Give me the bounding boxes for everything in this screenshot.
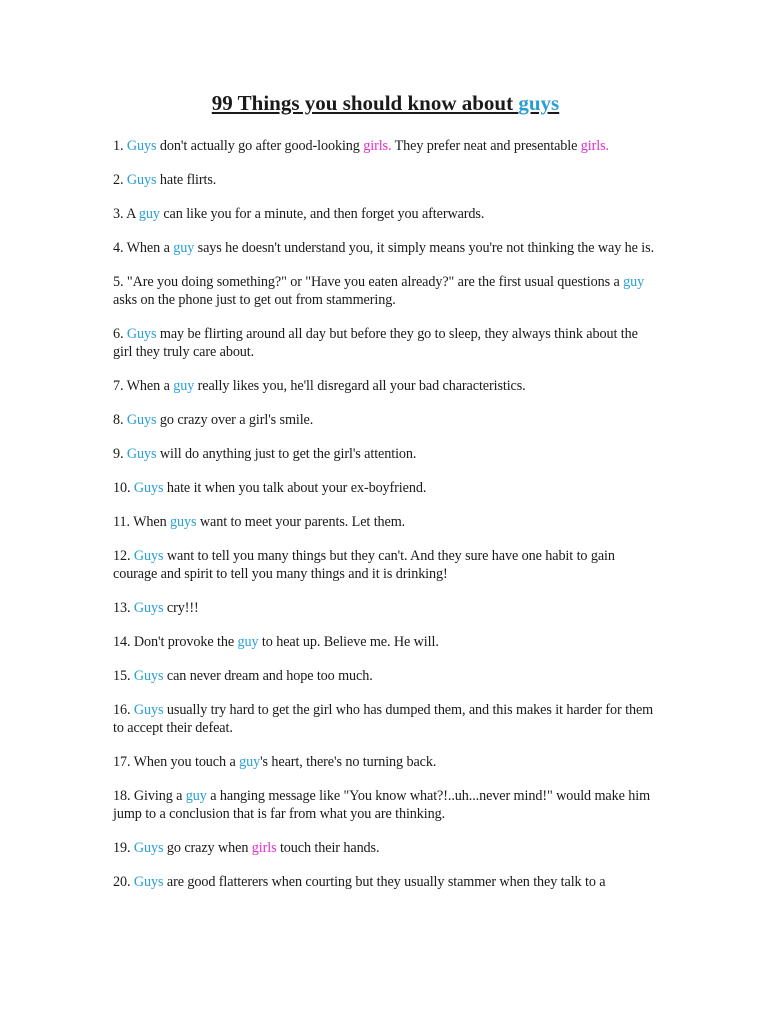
- item-text: "Are you doing something?" or "Have you eaten already?" are the first usual questions a: [126, 274, 624, 290]
- item-text: want to meet your parents. Let them.: [196, 514, 406, 530]
- document-page: [113, 88, 658, 907]
- guy-keyword: guy: [173, 378, 195, 394]
- item-text: Giving a: [133, 788, 186, 804]
- list-item: [113, 599, 658, 617]
- item-text: to heat up. Believe me. He will.: [258, 634, 439, 650]
- item-text: When you touch a: [133, 754, 240, 770]
- guy-keyword: Guys: [133, 874, 164, 890]
- item-number: 16.: [113, 702, 134, 718]
- guy-keyword: Guys: [133, 702, 164, 718]
- list-item: [113, 667, 658, 685]
- guy-keyword: guy: [623, 274, 645, 290]
- item-number: 10.: [113, 480, 134, 496]
- title-highlight: guys: [518, 91, 560, 115]
- item-text: can never dream and hope too much.: [163, 668, 373, 684]
- item-number: 8.: [113, 412, 127, 428]
- item-text: go crazy over a girl's smile.: [156, 412, 314, 428]
- guy-keyword: guys: [170, 514, 197, 530]
- item-text: says he doesn't understand you, it simply means you're not thinking the way he is.: [194, 240, 655, 256]
- guy-keyword: Guys: [133, 480, 164, 496]
- item-number: 12.: [113, 548, 134, 564]
- list-item: [113, 273, 658, 309]
- item-number: 5.: [113, 274, 127, 290]
- guy-keyword: Guys: [133, 840, 164, 856]
- item-text: When: [133, 514, 171, 530]
- item-number: 7.: [113, 378, 127, 394]
- list-item: [113, 411, 658, 429]
- item-number: 13.: [113, 600, 134, 616]
- guy-keyword: Guys: [133, 600, 164, 616]
- guy-keyword: Guys: [133, 548, 164, 564]
- item-text: A: [126, 206, 139, 222]
- item-number: 18.: [113, 788, 134, 804]
- item-text: go crazy when: [163, 840, 252, 856]
- item-number: 1.: [113, 138, 127, 154]
- guy-keyword: Guys: [126, 446, 157, 462]
- item-text: asks on the phone just to get out from stammering.: [113, 292, 396, 308]
- list-item: [113, 325, 658, 361]
- item-text: 's heart, there's no turning back.: [260, 754, 437, 770]
- list-item: [113, 547, 658, 583]
- item-text: can like you for a minute, and then forget you afterwards.: [159, 206, 485, 222]
- list-item: [113, 171, 658, 189]
- guy-keyword: Guys: [133, 668, 164, 684]
- item-text: Don't provoke the: [133, 634, 238, 650]
- list-item: [113, 137, 658, 155]
- item-text: don't actually go after good-looking: [156, 138, 364, 154]
- item-text: When a: [126, 378, 174, 394]
- item-number: 9.: [113, 446, 127, 462]
- list-item: [113, 873, 658, 891]
- item-text: They prefer neat and presentable: [391, 138, 581, 154]
- guy-keyword: Guys: [126, 172, 157, 188]
- item-number: 17.: [113, 754, 134, 770]
- list-item: [113, 205, 658, 223]
- guy-keyword: Guys: [126, 326, 157, 342]
- girl-keyword: girls: [251, 840, 277, 856]
- item-text: cry!!!: [163, 600, 199, 616]
- item-number: 15.: [113, 668, 134, 684]
- item-text: hate it when you talk about your ex-boyfriend.: [163, 480, 427, 496]
- list-item: [113, 787, 658, 823]
- guy-keyword: Guys: [126, 138, 157, 154]
- item-text: may be flirting around all day but before they go to sleep, they always think about the girl they truly care about.: [113, 326, 638, 360]
- item-text: really likes you, he'll disregard all your bad characteristics.: [194, 378, 526, 394]
- guy-keyword: guy: [173, 240, 195, 256]
- list-item: [113, 839, 658, 857]
- page-title: [113, 88, 658, 118]
- list-item: [113, 513, 658, 531]
- item-text: When a: [126, 240, 174, 256]
- item-number: 4.: [113, 240, 127, 256]
- things-list: [113, 137, 658, 891]
- list-item: [113, 479, 658, 497]
- guy-keyword: guy: [237, 634, 259, 650]
- girl-keyword: girls.: [580, 138, 609, 154]
- item-number: 6.: [113, 326, 127, 342]
- item-number: 2.: [113, 172, 127, 188]
- item-text: touch their hands.: [276, 840, 380, 856]
- girl-keyword: girls.: [363, 138, 392, 154]
- item-text: usually try hard to get the girl who has dumped them, and this makes it harder for them to accept their defeat.: [113, 702, 654, 736]
- guy-keyword: guy: [239, 754, 261, 770]
- list-item: [113, 633, 658, 651]
- item-number: 11.: [113, 514, 134, 530]
- list-item: [113, 239, 658, 257]
- item-text: are good flatterers when courting but they usually stammer when they talk to a: [163, 874, 606, 890]
- item-text: hate flirts.: [156, 172, 217, 188]
- item-number: 19.: [113, 840, 134, 856]
- guy-keyword: guy: [138, 206, 160, 222]
- item-text: will do anything just to get the girl's attention.: [156, 446, 417, 462]
- item-number: 20.: [113, 874, 134, 890]
- list-item: [113, 377, 658, 395]
- list-item: [113, 753, 658, 771]
- guy-keyword: guy: [185, 788, 207, 804]
- item-number: 3.: [113, 206, 127, 222]
- guy-keyword: Guys: [126, 412, 157, 428]
- item-text: want to tell you many things but they can't. And they sure have one habit to gain courage and spirit to tell you many things and it is drinking!: [113, 548, 615, 582]
- list-item: [113, 445, 658, 463]
- title-prefix: 99 Things you should know about: [211, 91, 519, 115]
- item-number: 14.: [113, 634, 134, 650]
- item-text: a hanging message like "You know what?!..uh...never mind!" would make him jump to a conclusion that is far from what you are thinking.: [113, 788, 651, 822]
- list-item: [113, 701, 658, 737]
